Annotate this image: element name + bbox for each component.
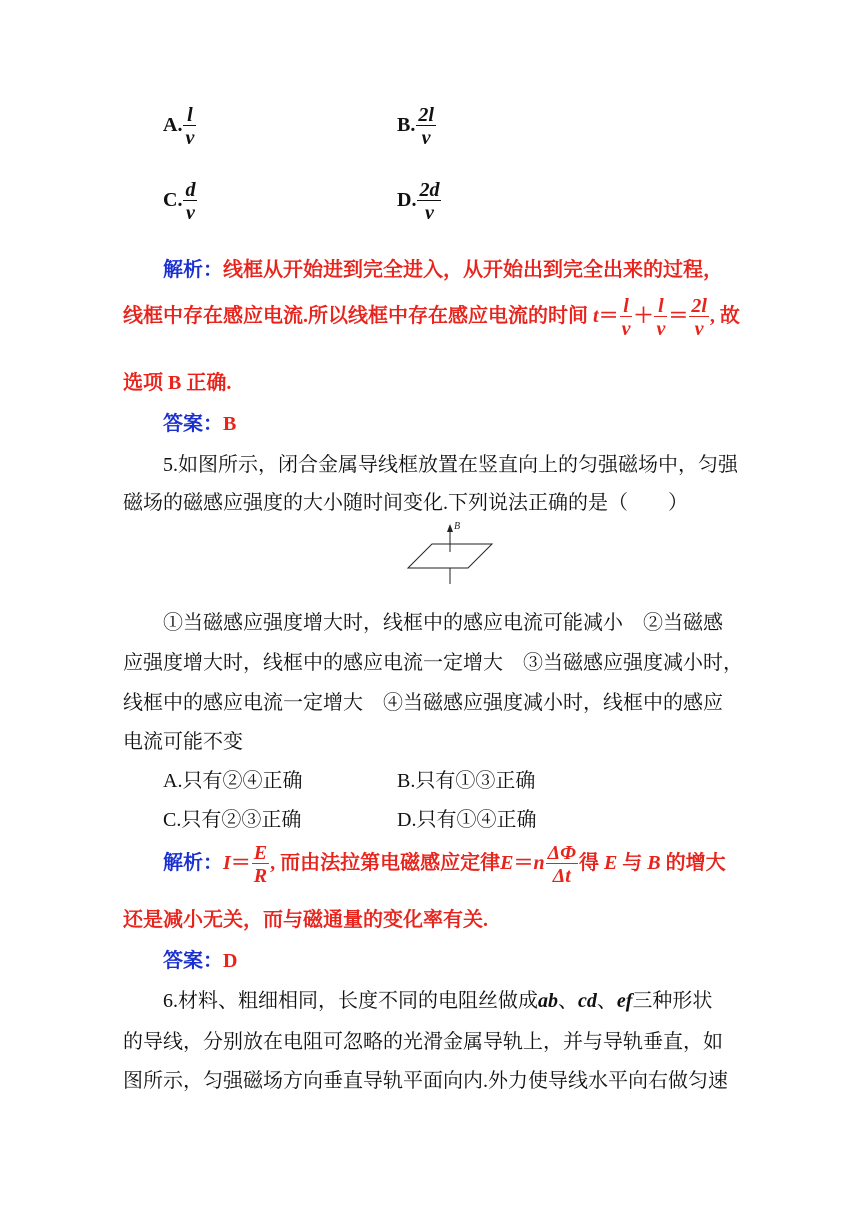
var-e: E [500, 852, 514, 875]
wire-ef-label: ef [616, 990, 633, 1012]
separator: 、 [558, 990, 578, 1012]
var-t: t [593, 305, 599, 328]
q6-stem-line2: 的导线，分别放在电阻可忽略的光滑金属导轨上，并与导轨垂直，如 [123, 1031, 723, 1053]
option-d-denominator: v [417, 200, 441, 223]
option-c-denominator: v [183, 200, 197, 223]
q5-analysis-line2: 还是减小无关，而与磁通量的变化率有关. [123, 909, 488, 931]
q5-option-a: A.只有②④正确 [163, 770, 303, 792]
wire-ab-label: ab [538, 990, 558, 1012]
option-d-numerator: 2d [419, 179, 440, 201]
option-d-label: D. [397, 189, 417, 212]
q6-text: 6.材料、粗细相同，长度不同的电阻丝做成 [163, 990, 538, 1012]
var-e: E [603, 852, 618, 875]
fraction-numerator: E [253, 842, 268, 864]
option-a-label: A. [163, 114, 183, 137]
analysis-text: 得 [578, 852, 599, 875]
analysis-label: 解析： [163, 852, 223, 875]
analysis-label: 解析： [163, 259, 223, 281]
var-i: I [223, 852, 231, 875]
q5-option-c: C.只有②③正确 [163, 809, 302, 831]
option-b-numerator: 2l [418, 104, 434, 126]
option-b-denominator: v [416, 125, 436, 148]
fraction-numerator: l [623, 295, 629, 317]
equals-sign: ＝ [598, 305, 619, 328]
fraction-numerator: ΔΦ [547, 842, 576, 864]
q5-statement-line3: 线框中的感应电流一定增大 ④当磁感应强度减小时，线框中的感应 [123, 692, 723, 714]
var-b: B [647, 852, 661, 875]
q4-analysis-line2 [123, 296, 740, 339]
q5-statement-line2: 应强度增大时，线框中的感应电流一定增大 ③当磁感应强度减小时， [123, 652, 743, 674]
fraction-denominator: R [253, 865, 268, 887]
q5-figure [400, 518, 500, 590]
fraction-denominator: v [689, 316, 709, 339]
q5-stem-line1: 5.如图所示，闭合金属导线框放置在竖直向上的匀强磁场中，匀强 [163, 454, 738, 476]
analysis-text: 的增大 [665, 852, 726, 875]
q5-answer [163, 944, 237, 973]
q5-option-b: B.只有①③正确 [397, 770, 536, 792]
option-d [397, 180, 442, 223]
option-b [397, 105, 437, 148]
analysis-text: , 而由法拉第电磁感应定律 [270, 852, 501, 875]
fraction-denominator: Δt [546, 863, 578, 886]
q6-stem-line3: 图所示，匀强磁场方向垂直导轨平面向内.外力使导线水平向右做匀速 [123, 1070, 728, 1092]
option-a-numerator: l [187, 104, 193, 126]
equals-sign: ＝ [513, 852, 534, 875]
q6-text: 三种形状 [632, 990, 713, 1012]
analysis-text: , 故 [709, 305, 740, 328]
fraction-numerator: 2l [691, 295, 707, 317]
option-c-numerator: d [185, 179, 196, 201]
var-n: n [533, 852, 545, 875]
wire-cd-label: cd [578, 990, 597, 1012]
option-a [163, 105, 197, 148]
option-c [163, 180, 198, 223]
b-field-label: B [454, 521, 461, 532]
plus-sign: ＋ [633, 305, 654, 328]
q4-analysis-line3: 选项 B 正确. [123, 372, 232, 394]
separator: 、 [596, 990, 617, 1012]
q5-statement-line1: ①当磁感应强度增大时，线框中的感应电流可能减小 ②当磁感 [163, 612, 723, 634]
fraction-numerator: l [658, 295, 664, 317]
q5-statement-line4: 电流可能不变 [123, 731, 243, 753]
answer-value: B [223, 413, 237, 435]
fraction-denominator: v [621, 318, 631, 340]
q5-option-d: D.只有①④正确 [397, 809, 537, 831]
analysis-text: 线框中存在感应电流.所以线框中存在感应电流的时间 [123, 305, 588, 328]
option-c-label: C. [163, 189, 183, 212]
analysis-text: 与 [622, 852, 643, 875]
q4-answer [163, 407, 236, 436]
equals-sign: ＝ [668, 305, 689, 328]
q5-stem-line2: 磁场的磁感应强度的大小随时间变化.下列说法正确的是（ ） [123, 492, 688, 514]
q6-stem-line1 [163, 984, 712, 1013]
analysis-text: 线框从开始进到完全进入，从开始出到完全出来的过程， [223, 259, 723, 281]
option-b-label: B. [397, 114, 416, 137]
fraction-denominator: v [656, 318, 666, 340]
answer-label: 答案： [163, 950, 223, 972]
b-field-arrow-icon [447, 524, 453, 532]
option-a-denominator: v [185, 127, 195, 149]
equals-sign: ＝ [230, 852, 251, 875]
q4-analysis-line1 [163, 253, 723, 282]
answer-value: D [223, 950, 238, 972]
q5-analysis-line1 [163, 843, 726, 886]
answer-label: 答案： [163, 413, 223, 435]
